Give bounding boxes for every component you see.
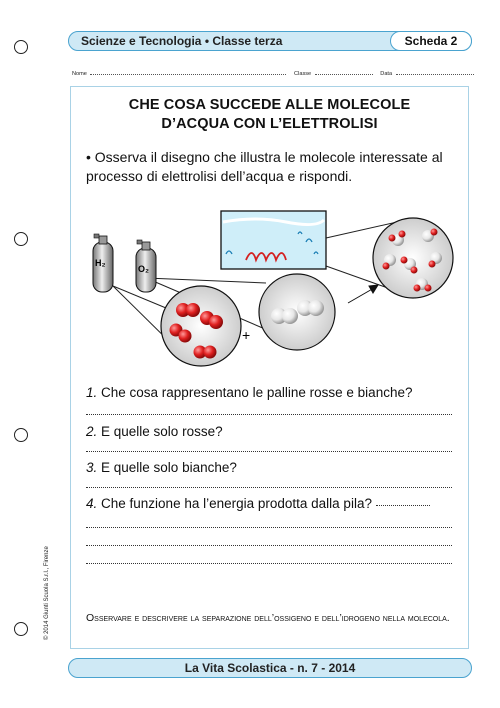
question-1-number: 1. (86, 385, 98, 400)
question-4 (86, 496, 430, 511)
name-field[interactable] (90, 69, 286, 75)
subject-label: Scienze e Tecnologia • Classe terza (81, 34, 283, 48)
class-label: Classe (294, 71, 312, 77)
binder-hole-lower (14, 428, 28, 442)
plus-sign: + (242, 327, 251, 343)
footer-bar: La Vita Scolastica - n. 7 - 2014 (68, 658, 472, 678)
electrolysis-illustration (86, 208, 458, 370)
o2-label: O₂ (138, 264, 149, 274)
arrow (348, 285, 378, 303)
question-3-number: 3. (86, 460, 98, 475)
worksheet-title (70, 96, 469, 134)
question-3 (86, 460, 237, 475)
answer-line-3[interactable] (86, 487, 452, 488)
question-2-number: 2. (86, 424, 98, 439)
question-4-text: Che funzione ha l’energia prodotta dalla pila? (97, 496, 372, 511)
answer-line-4b[interactable] (86, 545, 452, 546)
class-field[interactable] (315, 69, 373, 75)
answer-line-2[interactable] (86, 451, 452, 452)
white-molecules-circle (259, 274, 335, 350)
intro-instruction: • Osserva il disegno che illustra le molecole interessate al processo di elettrolisi dell’acqua e rispondi. (86, 149, 443, 184)
question-2 (86, 424, 223, 439)
water-molecules-circle (373, 218, 453, 298)
sheet-badge: Scheda 2 (390, 31, 472, 51)
answer-line-1[interactable] (86, 414, 452, 415)
question-1-text: Che cosa rappresentano le palline rosse e bianche? (97, 385, 413, 400)
name-label: Nome (72, 71, 87, 77)
copyright-notice: © 2014 Giunti Scuola S.r.l., Firenze (44, 546, 50, 640)
answer-inline-4[interactable] (376, 505, 430, 506)
date-label: Data (380, 71, 393, 77)
binder-hole-bottom (14, 622, 28, 636)
red-molecules-circle (161, 286, 241, 366)
binder-hole-top (14, 40, 28, 54)
title-line-1: CHE COSA SUCCEDE ALLE MOLECOLE (128, 97, 411, 113)
water-container (221, 211, 326, 269)
learning-objective: Osservare e descrivere la separazione dell’ossigeno e dell’idrogeno nella molecola. (86, 612, 450, 624)
question-2-text: E quelle solo rosse? (97, 424, 223, 439)
question-3-text: E quelle solo bianche? (97, 460, 237, 475)
header-bar (68, 31, 472, 51)
answer-line-4a[interactable] (86, 527, 452, 528)
question-4-number: 4. (86, 496, 98, 511)
h2-label: H₂ (95, 258, 106, 268)
title-line-2: D’ACQUA CON L’ELETTROLISI (161, 116, 378, 132)
student-fields (72, 69, 474, 77)
binder-hole-upper (14, 232, 28, 246)
question-1 (86, 385, 412, 400)
date-field[interactable] (396, 69, 474, 75)
answer-line-4c[interactable] (86, 563, 452, 564)
